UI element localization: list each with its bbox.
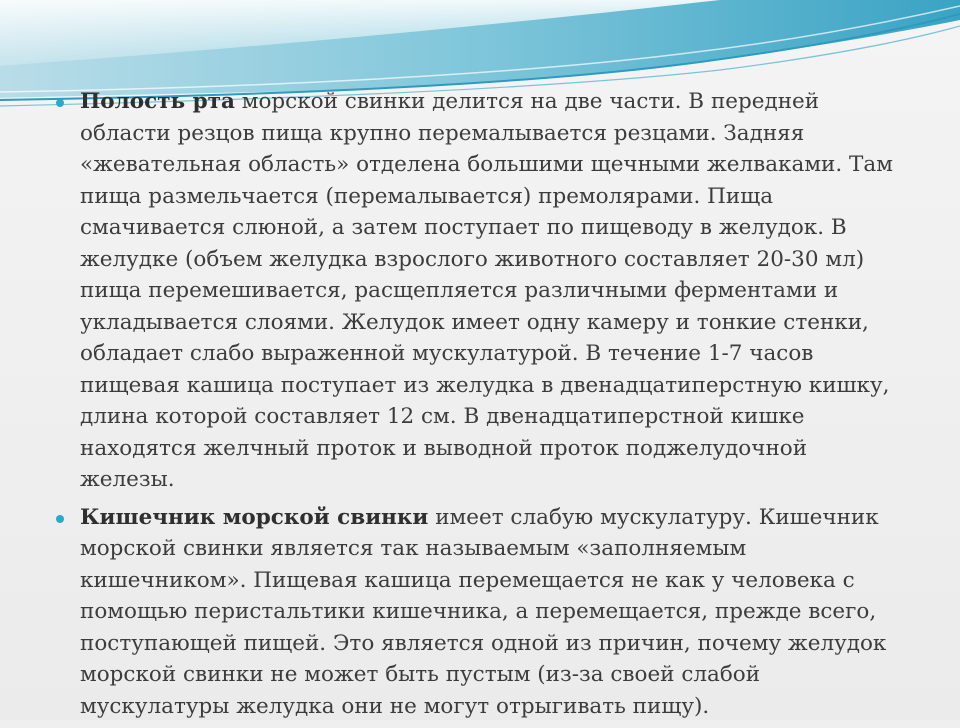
bullet-oral-cavity [56,86,906,496]
bullet-dot-icon [56,99,64,107]
bullet-text: имеет слабую мускулатуру. Кишечник морской свинки является так называемым «заполняемым кишечником». Пищевая кашица перемещается не как у человека с помощью перистальтики кишечника, а перемещается, прежде всего, поступающей пищей. Это является одной из причин, почему желудок морской свинки не может быть пустым (из-за своей слабой мускулатуры желудка они не могут отрыгивать пищу). [80,504,887,719]
bullet-lead: Кишечник морской свинки [80,504,429,530]
bullet-text: морской свинки делится на две части. В передней области резцов пища крупно перемалывается резцами. Задняя «жевательная область» отделена большими щечными желваками. Там пища размельчается (перемалывается) премолярами. Пища смачивается слюной, а затем поступает по пищеводу в желудок. В желудке (объем желудка взрослого животного составляет 20-30 мл) пища перемешивается, расщепляется различными ферментами и укладывается слоями. Желудок имеет одну камеру и тонкие стенки, обладает слабо выраженной мускулатурой. В течение 1-7 часов пищевая кашица поступает из желудка в двенадцатиперстную кишку, длина которой составляет 12 см. В двенадцатиперстной кишке находятся желчный проток и выводной проток поджелудочной железы. [80,89,893,492]
bullet-dot-icon [56,515,64,523]
slide-body [56,86,906,728]
bullet-lead: Полость рта [80,89,235,114]
bullet-intestine [56,502,906,723]
